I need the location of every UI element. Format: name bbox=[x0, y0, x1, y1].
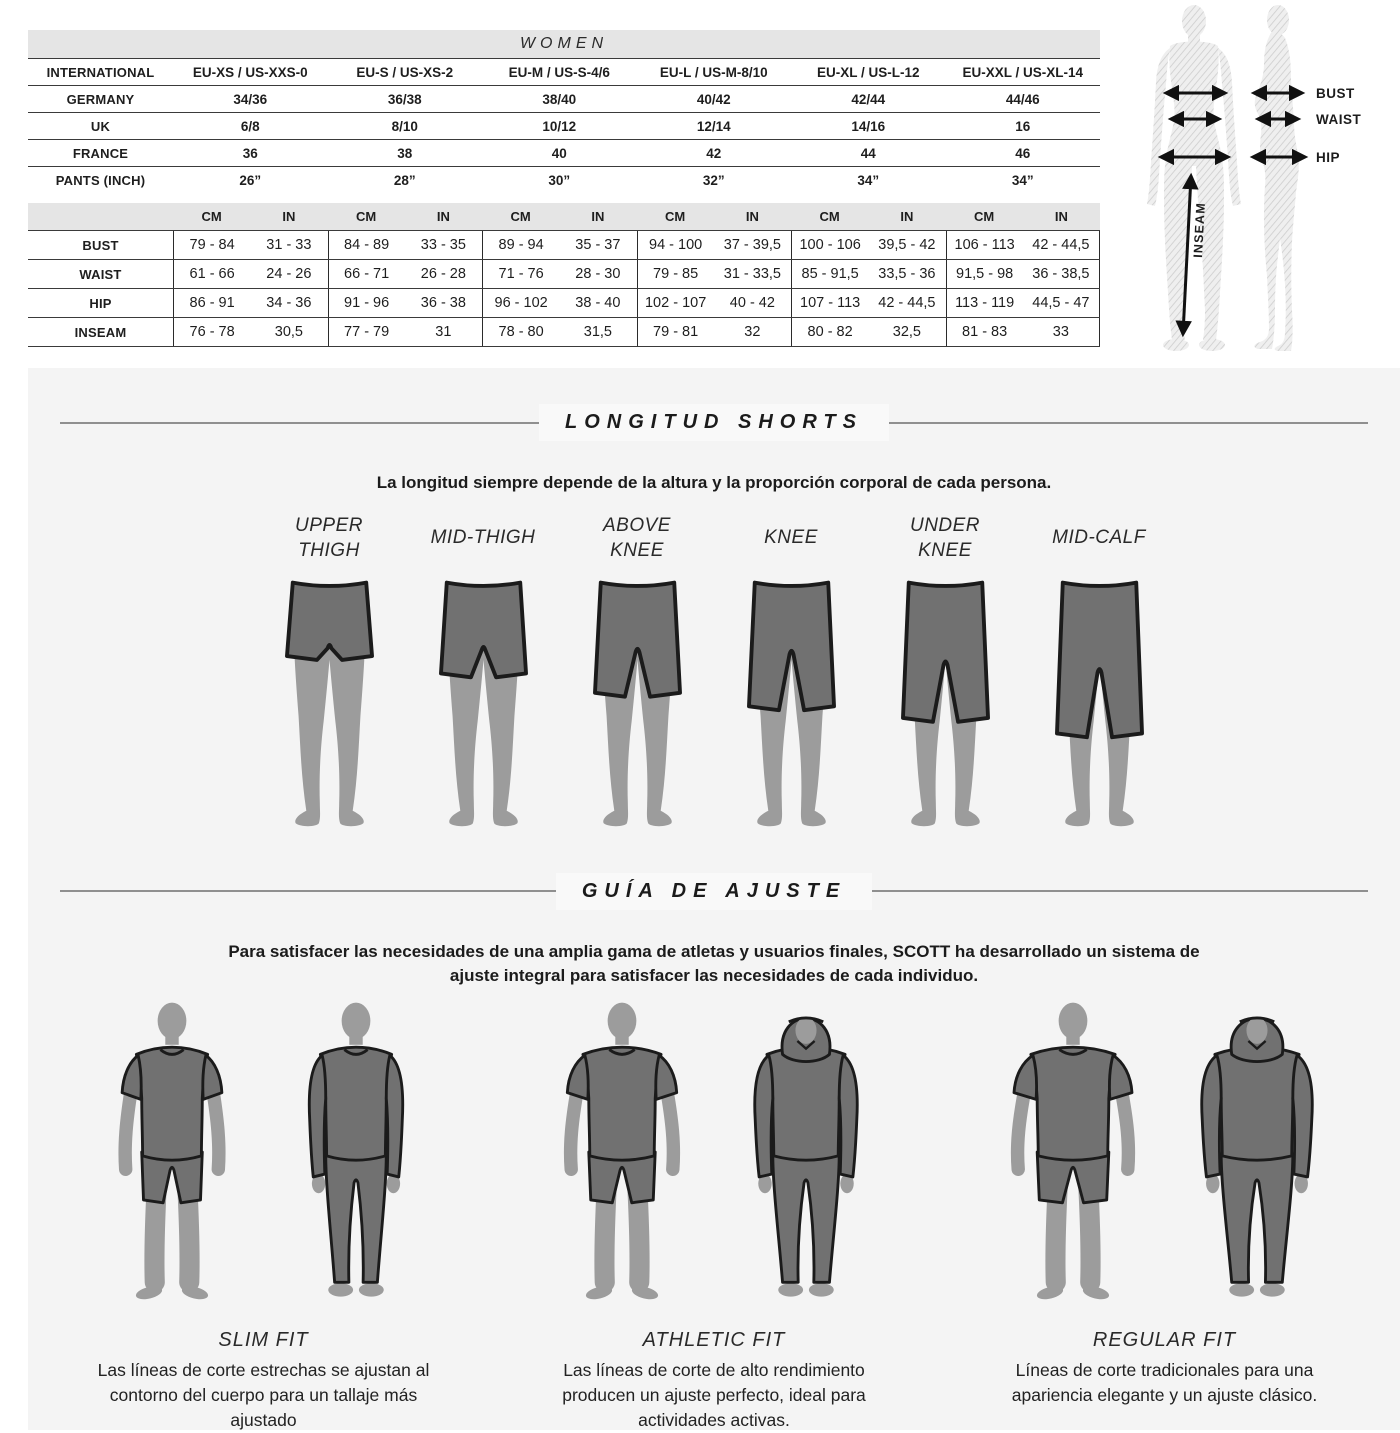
shorts-length-figure bbox=[716, 507, 866, 837]
table-cell: 31 - 33 bbox=[266, 237, 312, 253]
table-cell: 10/12 bbox=[542, 118, 577, 134]
shorts-section-title: LONGITUD SHORTS bbox=[539, 404, 889, 441]
fit-card bbox=[499, 995, 929, 1433]
hip-label: HIP bbox=[1316, 150, 1341, 165]
unit-header-cell: IN bbox=[745, 209, 759, 224]
unit-header-cell: CM bbox=[819, 209, 840, 224]
table-cell: 107 - 113 bbox=[791, 289, 868, 317]
table-cell: 66 - 71 bbox=[328, 260, 405, 288]
table-cell: 14/16 bbox=[851, 118, 886, 134]
table-cell: 24 - 26 bbox=[266, 266, 312, 282]
women-size-table bbox=[28, 30, 1100, 347]
table-cell: 30,5 bbox=[274, 324, 303, 340]
shorts-length-figure bbox=[562, 507, 712, 837]
fit-title: SLIM FIT bbox=[218, 1329, 309, 1352]
table-cell: 39,5 - 42 bbox=[878, 237, 936, 253]
unit-header-row bbox=[28, 203, 1100, 231]
unit-header-cell: IN bbox=[282, 209, 296, 224]
table-cell: 31,5 bbox=[583, 324, 612, 340]
row-label: INSEAM bbox=[74, 324, 127, 340]
table-cell: 31 bbox=[435, 324, 452, 340]
row-label: GERMANY bbox=[66, 91, 135, 107]
table-cell: 34 - 36 bbox=[266, 295, 312, 311]
table-cell: 42 bbox=[706, 145, 722, 161]
table-cell: 76 - 78 bbox=[173, 318, 250, 346]
fit-person-illustration bbox=[1166, 995, 1348, 1311]
table-cell: 46 bbox=[1015, 145, 1031, 161]
unit-header-cell: CM bbox=[974, 209, 995, 224]
unit-header-cell: CM bbox=[510, 209, 531, 224]
table-row bbox=[28, 167, 1100, 193]
table-cell: 8/10 bbox=[391, 118, 418, 134]
row-label: FRANCE bbox=[72, 145, 129, 161]
table-cell: 80 - 82 bbox=[791, 318, 868, 346]
shorts-length-label: MID-CALF bbox=[1052, 527, 1146, 549]
table-cell: 31 - 33,5 bbox=[723, 266, 781, 282]
table-cell: EU-XL / US-L-12 bbox=[816, 64, 920, 80]
shorts-length-label: UNDER KNEE bbox=[909, 515, 981, 561]
unit-header-cell: CM bbox=[665, 209, 686, 224]
unit-header-cell: CM bbox=[201, 209, 222, 224]
fit-person-illustration bbox=[265, 995, 447, 1311]
heading-rule-right bbox=[889, 422, 1368, 424]
fit-guide-row bbox=[28, 995, 1400, 1433]
table-cell: 28 - 30 bbox=[575, 266, 621, 282]
waist-label: WAIST bbox=[1316, 112, 1362, 127]
top-section bbox=[0, 0, 1400, 368]
table-cell: 38 - 40 bbox=[575, 295, 621, 311]
table-cell: 6/8 bbox=[240, 118, 260, 134]
shorts-length-label: KNEE bbox=[764, 527, 818, 549]
table-cell: 89 - 94 bbox=[482, 231, 559, 259]
table-cell: 37 - 39,5 bbox=[723, 237, 781, 253]
table-row bbox=[28, 318, 1100, 347]
table-cell: 38 bbox=[397, 145, 413, 161]
table-cell: 32,5 bbox=[892, 324, 921, 340]
fit-title: ATHLETIC FIT bbox=[642, 1329, 786, 1352]
table-cell: 100 - 106 bbox=[791, 231, 868, 259]
table-cell: 32 bbox=[744, 324, 761, 340]
table-cell: 36/38 bbox=[387, 91, 422, 107]
shorts-length-label: MID-THIGH bbox=[430, 527, 536, 549]
fit-figures bbox=[531, 995, 897, 1315]
table-cell: 33,5 - 36 bbox=[878, 266, 936, 282]
table-cell: 91 - 96 bbox=[328, 289, 405, 317]
row-label: UK bbox=[90, 118, 111, 134]
fit-section-intro: Para satisfacer las necesidades de una amplia gama de atletas y usuarios finales, SCOTT ha desarrollado un sistema de ajuste integral para satisfacer las necesidades de cada individuo. bbox=[228, 941, 1200, 985]
fit-person-illustration bbox=[982, 995, 1164, 1311]
bust-label: BUST bbox=[1316, 86, 1355, 101]
table-cell: 79 - 85 bbox=[637, 260, 714, 288]
fit-person-illustration bbox=[81, 995, 263, 1311]
table-cell: 36 bbox=[242, 145, 258, 161]
shorts-length-figure bbox=[254, 507, 404, 837]
table-cell: 33 bbox=[1023, 318, 1100, 346]
table-cell: 78 - 80 bbox=[482, 318, 559, 346]
fit-figures bbox=[982, 995, 1348, 1315]
table-cell: 42/44 bbox=[851, 91, 886, 107]
shorts-length-figure bbox=[870, 507, 1020, 837]
size-table-title: WOMEN bbox=[28, 30, 1100, 59]
unit-header-cell: IN bbox=[900, 209, 914, 224]
fit-description: Las líneas de corte de alto rendimiento producen un ajuste perfecto, ideal para actividades activas. bbox=[562, 1360, 866, 1431]
table-cell: 42 - 44,5 bbox=[878, 295, 936, 311]
table-cell: 106 - 113 bbox=[946, 231, 1023, 259]
shorts-illustration bbox=[411, 571, 556, 837]
fit-description: Las líneas de corte estrechas se ajustan al contorno del cuerpo para un tallaje más ajustado bbox=[97, 1360, 430, 1431]
table-cell: 77 - 79 bbox=[328, 318, 405, 346]
table-cell: 86 - 91 bbox=[173, 289, 250, 317]
table-cell: 42 - 44,5 bbox=[1023, 231, 1100, 259]
fit-card bbox=[950, 995, 1380, 1433]
table-cell: EU-L / US-M-8/10 bbox=[659, 64, 768, 80]
table-row bbox=[28, 140, 1100, 167]
shorts-length-row bbox=[28, 507, 1400, 837]
heading-rule-left bbox=[60, 422, 539, 424]
table-cell: 34” bbox=[1011, 172, 1034, 188]
table-cell: 36 - 38,5 bbox=[1023, 260, 1100, 288]
row-label: WAIST bbox=[79, 266, 122, 282]
shorts-length-figure bbox=[1024, 507, 1174, 837]
table-cell: 85 - 91,5 bbox=[791, 260, 868, 288]
shorts-illustration bbox=[257, 571, 402, 837]
table-cell: 33 - 35 bbox=[420, 237, 466, 253]
row-label: PANTS (INCH) bbox=[55, 172, 146, 188]
table-cell: 40 - 42 bbox=[729, 295, 775, 311]
table-cell: 34/36 bbox=[233, 91, 268, 107]
table-cell: 34” bbox=[857, 172, 880, 188]
shorts-illustration bbox=[565, 571, 710, 837]
row-label: HIP bbox=[89, 295, 112, 311]
row-label: BUST bbox=[82, 237, 119, 253]
fit-figures bbox=[81, 995, 447, 1315]
fit-card bbox=[49, 995, 479, 1433]
table-cell: 40/42 bbox=[696, 91, 731, 107]
table-cell: 36 - 38 bbox=[420, 295, 466, 311]
unit-header-cell: IN bbox=[1054, 209, 1068, 224]
table-cell: EU-M / US-S-4/6 bbox=[508, 64, 610, 80]
table-cell: 71 - 76 bbox=[482, 260, 559, 288]
heading-rule-right bbox=[872, 890, 1368, 892]
inseam-label: INSEAM bbox=[1191, 201, 1208, 259]
fit-person-illustration bbox=[715, 995, 897, 1311]
table-cell: EU-XXL / US-XL-14 bbox=[962, 64, 1084, 80]
table-cell: 44 bbox=[860, 145, 876, 161]
shorts-illustration bbox=[719, 571, 864, 837]
table-cell: 61 - 66 bbox=[173, 260, 250, 288]
table-row bbox=[28, 59, 1100, 86]
table-cell: 40 bbox=[551, 145, 567, 161]
body-silhouettes bbox=[1128, 0, 1400, 362]
unit-header-cell: IN bbox=[591, 209, 605, 224]
measurement-diagram bbox=[1128, 0, 1400, 362]
heading-rule-left bbox=[60, 890, 556, 892]
table-cell: 28” bbox=[393, 172, 416, 188]
fit-description: Líneas de corte tradicionales para una apariencia elegante y un ajuste clásico. bbox=[1011, 1360, 1318, 1406]
table-cell: 84 - 89 bbox=[328, 231, 405, 259]
unit-header-cell: IN bbox=[436, 209, 450, 224]
table-cell: 38/40 bbox=[542, 91, 577, 107]
table-row bbox=[28, 86, 1100, 113]
table-cell: 30” bbox=[548, 172, 571, 188]
table-cell: 79 - 81 bbox=[637, 318, 714, 346]
table-cell: 26 - 28 bbox=[420, 266, 466, 282]
fit-section-title: GUÍA DE AJUSTE bbox=[556, 873, 872, 910]
table-cell: 12/14 bbox=[696, 118, 731, 134]
table-cell: EU-XS / US-XXS-0 bbox=[192, 64, 308, 80]
shorts-length-label: ABOVE KNEE bbox=[603, 515, 671, 561]
guide-panel bbox=[28, 368, 1400, 1430]
size-table-rows bbox=[28, 59, 1100, 347]
table-cell: 94 - 100 bbox=[637, 231, 714, 259]
row-label: INTERNATIONAL bbox=[46, 64, 155, 80]
table-cell: 32” bbox=[702, 172, 725, 188]
table-cell: 44,5 - 47 bbox=[1023, 289, 1100, 317]
unit-header-cell: CM bbox=[356, 209, 377, 224]
shorts-illustration bbox=[873, 571, 1018, 837]
table-row bbox=[28, 289, 1100, 318]
table-row bbox=[28, 113, 1100, 140]
table-cell: 44/46 bbox=[1005, 91, 1040, 107]
shorts-section-heading bbox=[60, 404, 1368, 441]
table-row bbox=[28, 260, 1100, 289]
table-cell: 102 - 107 bbox=[637, 289, 714, 317]
table-cell: 26” bbox=[239, 172, 262, 188]
table-cell: EU-S / US-XS-2 bbox=[356, 64, 454, 80]
table-cell: 79 - 84 bbox=[173, 231, 250, 259]
table-cell: 91,5 - 98 bbox=[946, 260, 1023, 288]
fit-title: REGULAR FIT bbox=[1092, 1329, 1237, 1352]
table-cell: 113 - 119 bbox=[946, 289, 1023, 317]
table-row bbox=[28, 231, 1100, 260]
table-cell: 96 - 102 bbox=[482, 289, 559, 317]
shorts-illustration bbox=[1027, 571, 1172, 837]
shorts-section-intro: La longitud siempre depende de la altura y la proporción corporal de cada persona. bbox=[376, 473, 1052, 492]
fit-section-heading bbox=[60, 873, 1368, 910]
shorts-length-label: UPPER THIGH bbox=[295, 515, 363, 561]
table-gap bbox=[28, 193, 1100, 203]
shorts-length-figure bbox=[408, 507, 558, 837]
table-cell: 16 bbox=[1015, 118, 1031, 134]
table-cell: 35 - 37 bbox=[575, 237, 621, 253]
table-cell: 81 - 83 bbox=[946, 318, 1023, 346]
fit-person-illustration bbox=[531, 995, 713, 1311]
